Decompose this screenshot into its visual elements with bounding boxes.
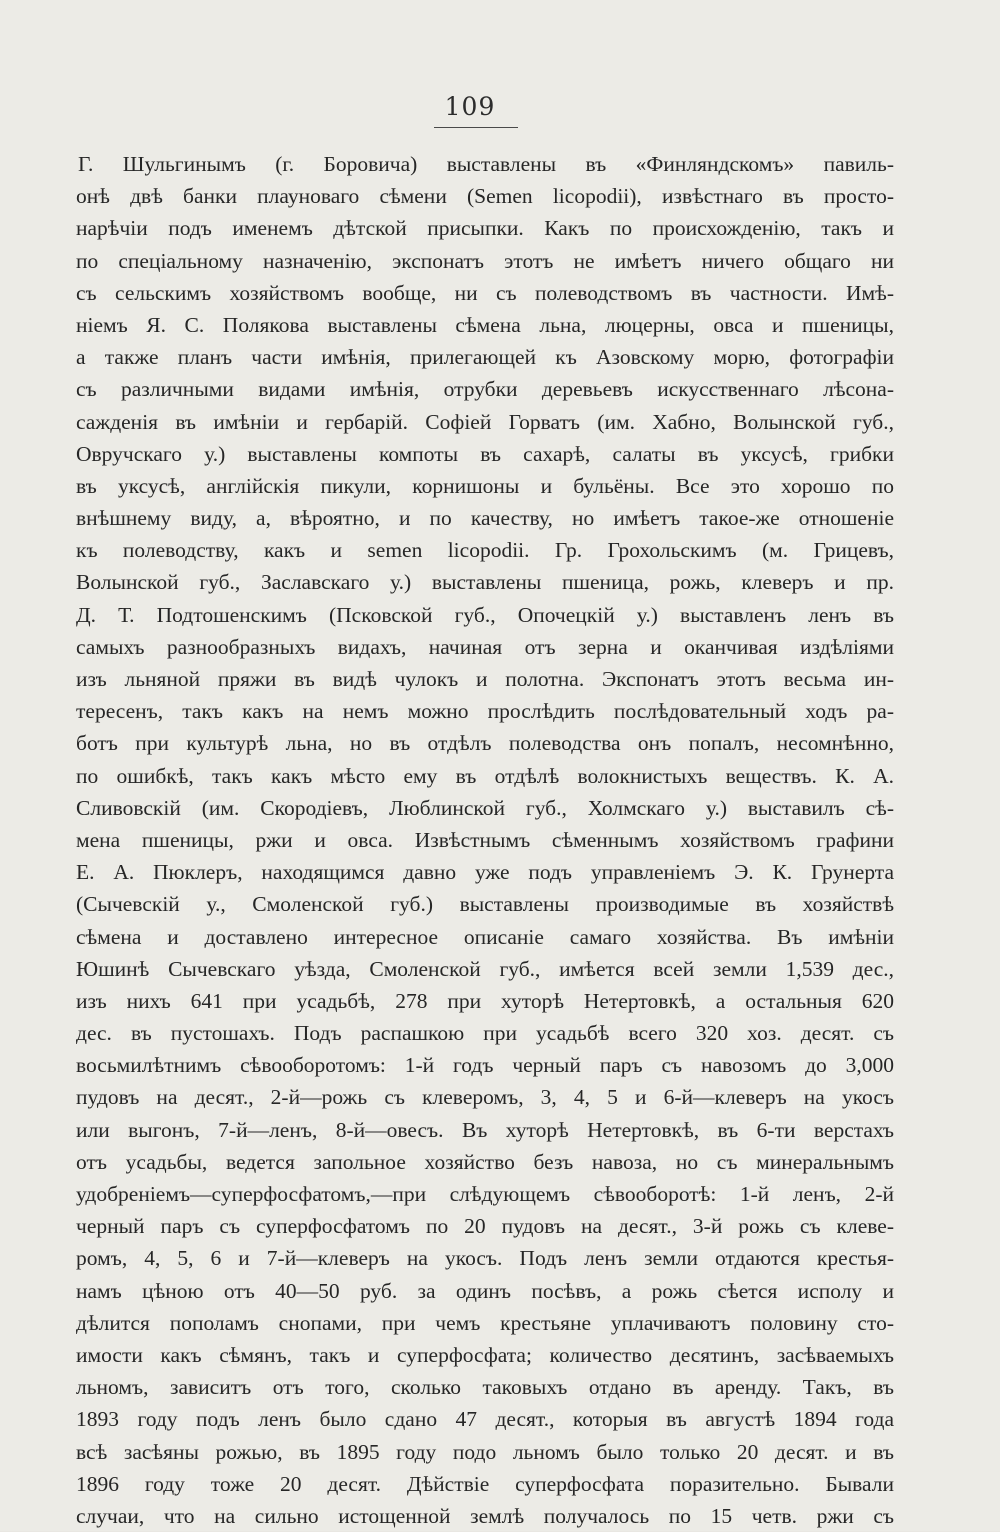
text-line: ботъ при культурѣ льна, но въ отдѣлъ полеводства онъ попалъ, несомнѣнно, <box>76 731 894 756</box>
page-number-rule <box>434 127 518 128</box>
text-line: съ различными видами имѣнія, отрубки деревьевъ искусственнаго лѣсона- <box>76 377 894 402</box>
page-number: 109 <box>444 92 496 121</box>
text-line: сажденія въ имѣніи и гербарій. Софіей Горватъ (им. Хабно, Волынской губ., <box>76 409 894 434</box>
text-line: имости какъ сѣмянъ, такъ и суперфосфата; количество десятинъ, засѣваемыхъ <box>76 1342 894 1367</box>
text-line: намъ цѣною отъ 40—50 руб. за одинъ посѣвъ, а рожь сѣется исполу и <box>76 1278 894 1303</box>
text-line: удобреніемъ—суперфосфатомъ,—при слѣдующемъ сѣвооборотѣ: 1-й ленъ, 2-й <box>76 1182 894 1206</box>
text-line: Юшинѣ Сычевскаго уѣзда, Смоленской губ., имѣется всей земли 1,539 дес., <box>76 956 894 981</box>
text-line: случаи, что на сильно истощенной землѣ получалось по 15 четв. ржи съ <box>76 1503 894 1528</box>
text-line: нарѣчіи подъ именемъ дѣтской присыпки. Какъ по происхожденію, такъ и <box>76 216 894 241</box>
text-line: по ошибкѣ, такъ какъ мѣсто ему въ отдѣлѣ волокнистыхъ веществъ. К. А. <box>76 763 894 788</box>
text-line: тересенъ, такъ какъ на немъ можно прослѣдить послѣдовательный ходъ ра- <box>76 699 894 724</box>
text-line: дес. въ пустошахъ. Подъ распашкою при усадьбѣ всего 320 хоз. десят. съ <box>76 1021 894 1046</box>
text-line: или выгонъ, 7-й—ленъ, 8-й—овесъ. Въ хуторѣ Нетертовкѣ, въ 6-ти верстахъ <box>76 1117 894 1142</box>
body-text <box>76 148 894 1532</box>
text-line: дѣлится пополамъ снопами, при чемъ крестьяне уплачиваютъ половину сто- <box>76 1310 894 1335</box>
text-line: восьмилѣтнимъ сѣвооборотомъ: 1-й годъ черный паръ съ навозомъ до 3,000 <box>76 1053 894 1078</box>
text-line: 1896 году тоже 20 десят. Дѣйствіе суперфосфата поразительно. Бывали <box>76 1471 894 1496</box>
text-line: (Сычевскій у., Смоленской губ.) выставлены производимые въ хозяйствѣ <box>76 892 894 917</box>
text-line: къ полеводству, какъ и semen licopodii. Гр. Грохольскимъ (м. Грицевъ, <box>76 538 894 563</box>
text-line: въ уксусѣ, англійскія пикули, корнишоны и бульёны. Все это хорошо по <box>76 473 894 498</box>
text-line: Е. А. Пюклеръ, находящимся давно уже подъ управленіемъ Э. К. Грунерта <box>76 860 894 885</box>
text-line: 1893 году подъ ленъ было сдано 47 десят., которыя въ августѣ 1894 года <box>76 1407 894 1432</box>
text-line: съ сельскимъ хозяйствомъ вообще, ни съ полеводствомъ въ частности. Имѣ- <box>76 280 894 305</box>
text-line: Волынской губ., Заславскаго у.) выставлены пшеница, рожь, клеверъ и пр. <box>76 570 894 595</box>
text-line: внѣшнему виду, а, вѣроятно, и по качеству, но имѣетъ такое-же отношеніе <box>76 506 894 531</box>
text-line: по спеціальному назначенію, экспонатъ этотъ не имѣетъ ничего общаго ни <box>76 248 894 273</box>
text-line: изъ льняной пряжи въ видѣ чулокъ и полотна. Экспонатъ этотъ весьма ин- <box>76 667 894 691</box>
text-line: отъ усадьбы, ведется запольное хозяйство безъ навоза, но съ минеральнымъ <box>76 1149 894 1174</box>
text-line: черный паръ съ суперфосфатомъ по 20 пудовъ на десят., 3-й рожь съ клеве- <box>76 1214 894 1239</box>
text-line: Сливовскій (им. Скородіевъ, Люблинской губ., Холмскаго у.) выставилъ сѣ- <box>76 795 894 820</box>
text-line: онѣ двѣ банки плауноваго сѣмени (Semen licopodii), извѣстнаго въ просто- <box>76 184 894 209</box>
text-line: изъ нихъ 641 при усадьбѣ, 278 при хуторѣ Нетертовкѣ, а остальныя 620 <box>76 988 894 1013</box>
text-line: Овручскаго у.) выставлены компоты въ сахарѣ, салаты въ уксусѣ, грибки <box>76 441 894 466</box>
text-line: Д. Т. Подтошенскимъ (Псковской губ., Опочецкій у.) выставленъ ленъ въ <box>76 602 894 627</box>
text-line: ніемъ Я. С. Полякова выставлены сѣмена льна, люцерны, овса и пшеницы, <box>76 312 894 337</box>
text-line: самыхъ разнообразныхъ видахъ, начиная отъ зерна и оканчивая издѣліями <box>76 634 894 659</box>
text-line: льномъ, зависитъ отъ того, сколько таковыхъ отдано въ аренду. Такъ, въ <box>76 1375 894 1400</box>
text-line: Г. Шульгинымъ (г. Боровича) выставлены въ «Финляндскомъ» павиль- <box>78 152 894 176</box>
text-line: пудовъ на десят., 2-й—рожь съ клеверомъ, 3, 4, 5 и 6-й—клеверъ на укосъ <box>76 1085 894 1110</box>
text-line: сѣмена и доставлено интересное описаніе самаго хозяйства. Въ имѣніи <box>76 924 894 949</box>
text-line: ромъ, 4, 5, 6 и 7-й—клеверъ на укосъ. Подъ ленъ земли отдаются крестья- <box>76 1246 894 1271</box>
text-line: а также планъ части имѣнія, прилегающей къ Азовскому морю, фотографіи <box>76 345 894 370</box>
text-line: мена пшеницы, ржи и овса. Извѣстнымъ сѣменнымъ хозяйствомъ графини <box>76 827 894 852</box>
text-line: всѣ засѣяны рожью, въ 1895 году подо льномъ было только 20 десят. и въ <box>76 1439 894 1464</box>
